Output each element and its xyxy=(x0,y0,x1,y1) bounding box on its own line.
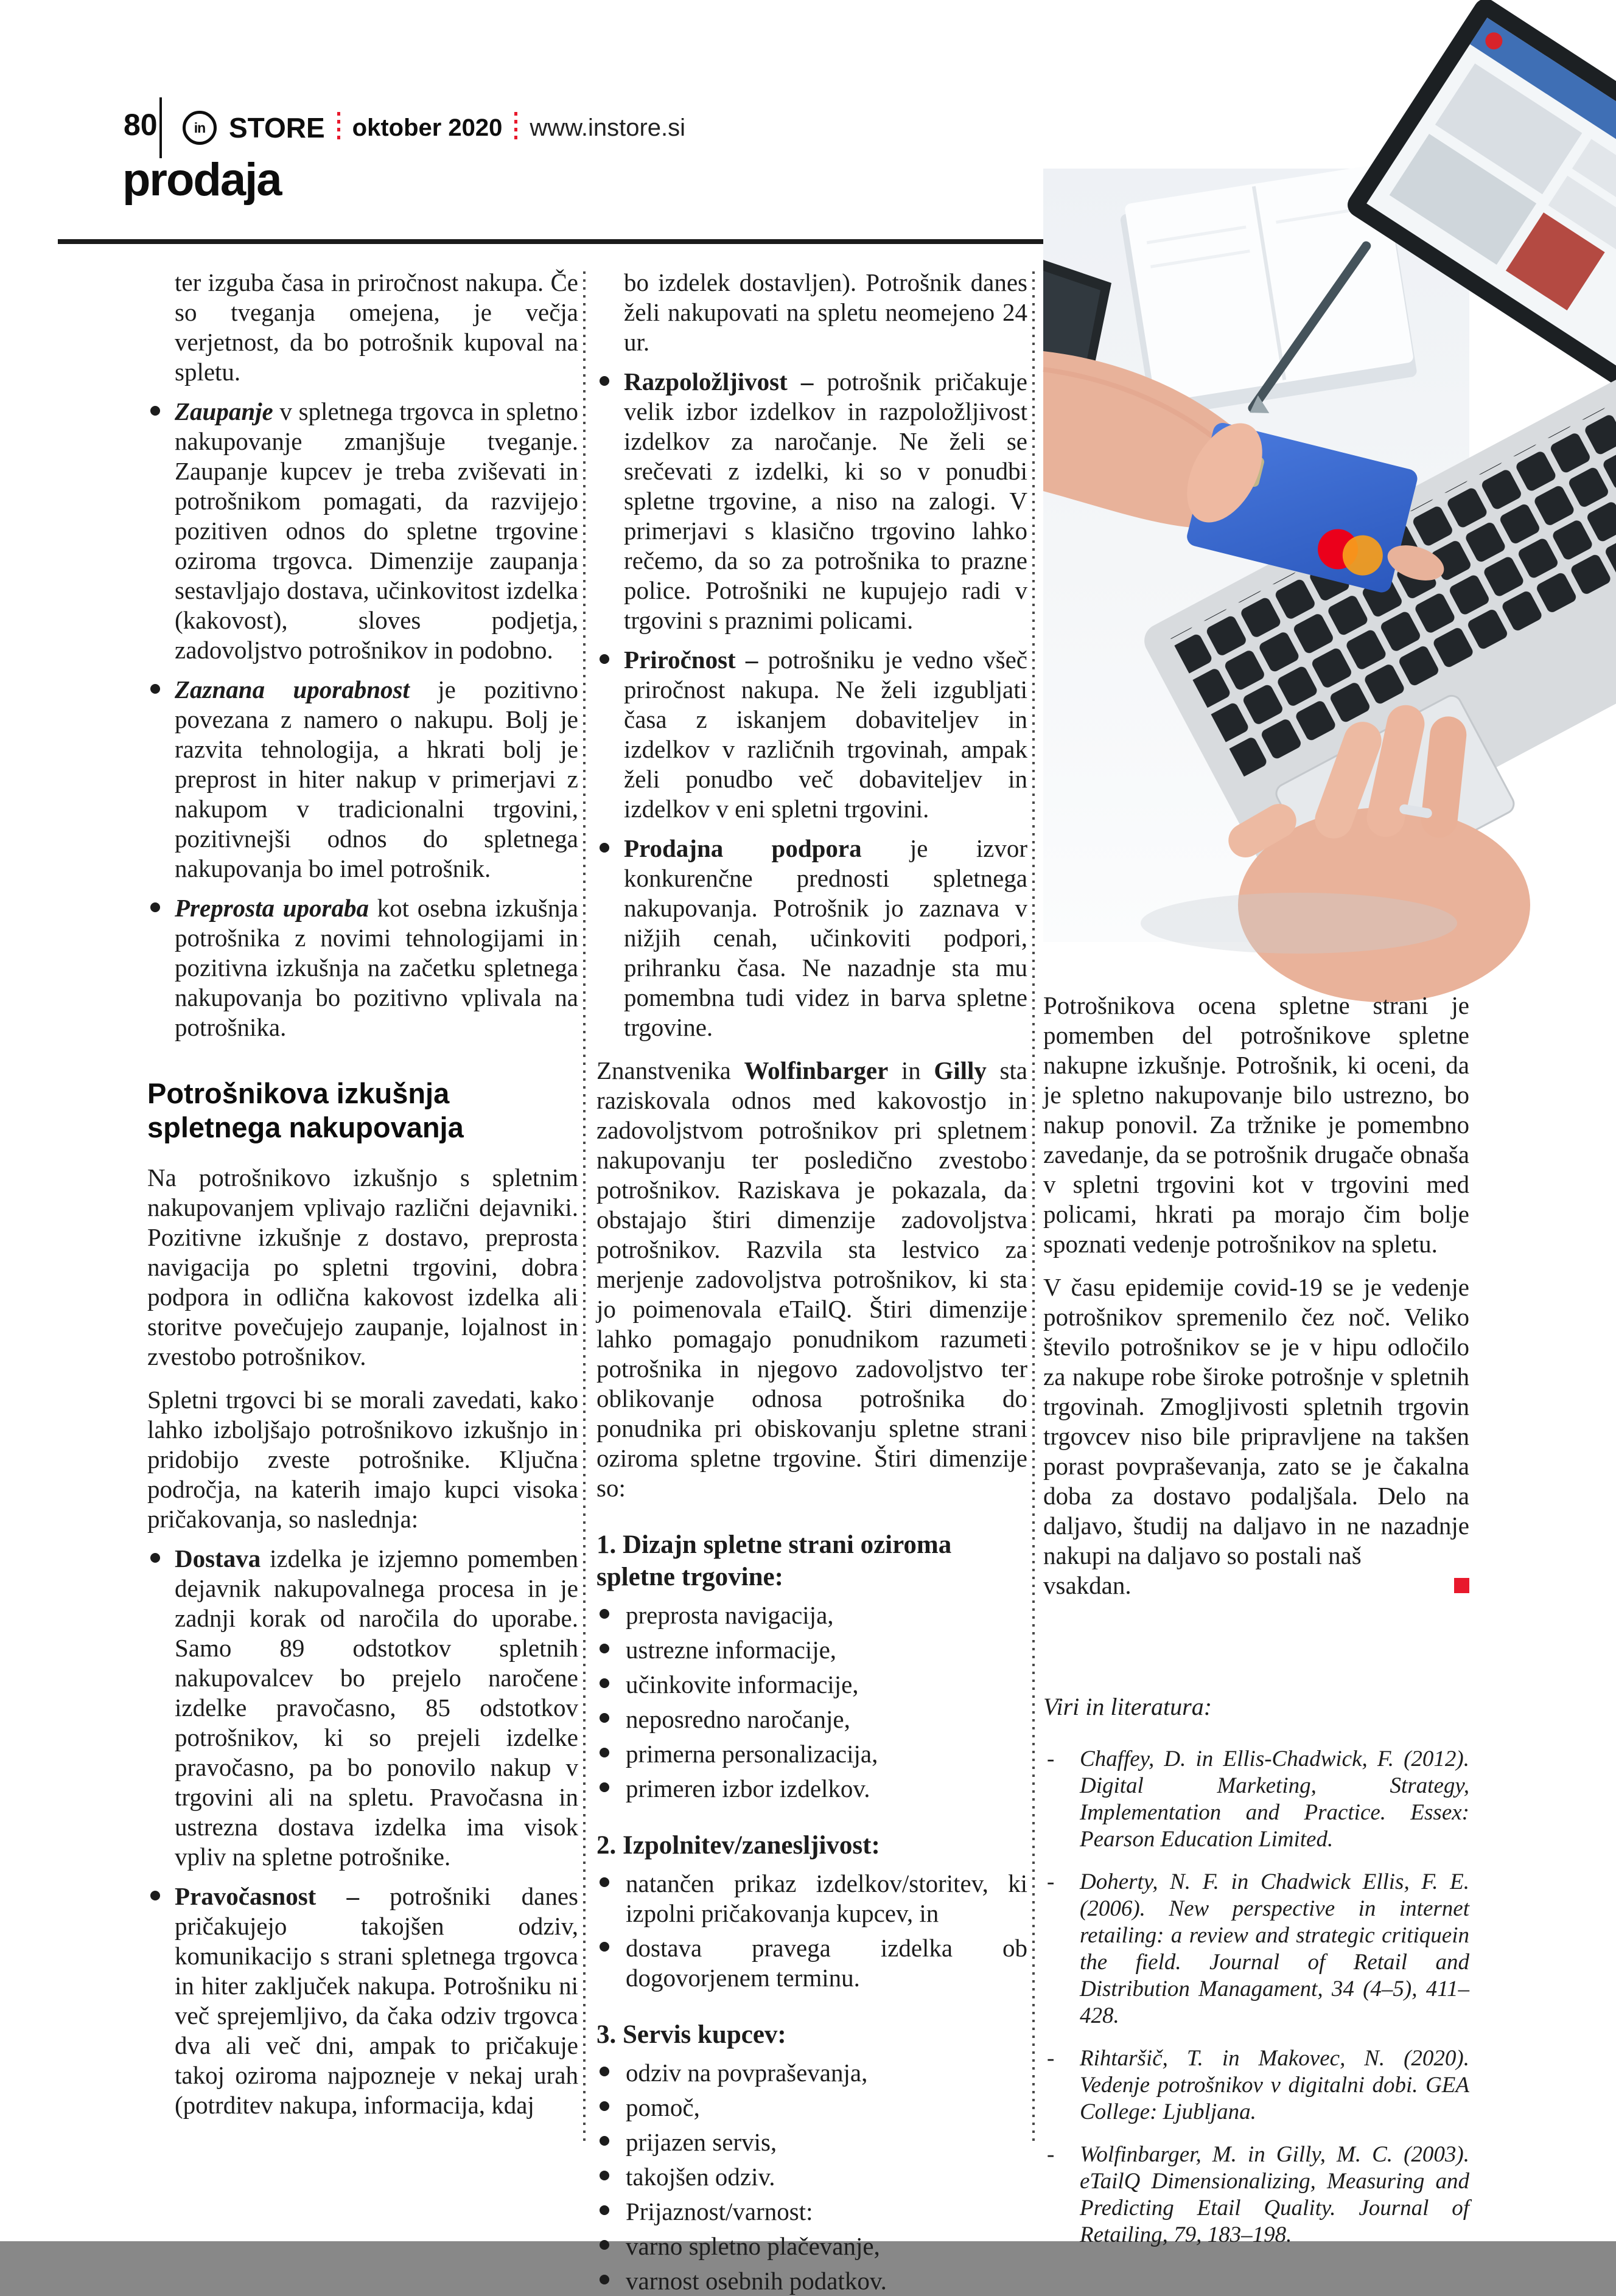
text-run: in xyxy=(888,1056,934,1084)
bullet-icon xyxy=(600,2136,609,2146)
list-item xyxy=(596,2093,1027,2123)
source-text: Doherty, N. F. in Chadwick Ellis, F. E. (2006). New perspective in internet retailing: a review and strategic critiquein the field. Journal of Retail and Distribution Managament, 34 (4–5), 411–428. xyxy=(1080,1869,1469,2028)
masthead xyxy=(183,111,685,145)
header-separator-icon xyxy=(337,112,340,144)
dimension-heading-3: 3. Servis kupcev: xyxy=(596,2020,786,2049)
text-run: sta raziskovala odnos med kakovostjo in zadovoljstvom potrošnikov pri spletnem nakupovanju ter posledično zvestobo potrošnikov. Raziskava je pokazala, da obstajajo štiri dimenzije zadovoljstva potrošnikov. Razvila sta lestvico za merjenje zadovoljstva potrošnikov, ki sta jo poimenovala eTailQ. Štiri dimenzije lahko pomagajo ponudnikom razumeti potrošnika in njegovo zadovoljstvo ter oblikovanje odnosa potrošnika do ponudnika pri obiskovanju spletne strani oziroma spletne trgovine. Štiri dimenzije so: xyxy=(596,1056,1027,1502)
list-text: Prijaznost/varnost: xyxy=(626,2197,813,2225)
term-text: izdelka je izjemno pomemben dejavnik nakupovalnega procesa in je zadnji korak od naročila do uporabe. Samo 89 odstotkov spletnih nakupovalcev bo prejelo naročene izdelke pravočasno, 85 odstotkov potrošnikov, ki so prejeli izdelke pravočasno, pa bo ponovilo nakup v trgovini ali na spletu. Pravočasna in ustrezna dostava izdelka ima visok vpliv na spletne potrošnike. xyxy=(175,1544,578,1871)
term-label: Prodajna podpora xyxy=(624,834,862,862)
list-text: takojšen odziv. xyxy=(626,2163,775,2191)
bullet-icon xyxy=(600,2275,609,2284)
paragraph-last-line xyxy=(1043,1571,1469,1600)
list-item xyxy=(596,1670,1027,1700)
researcher-name: Wolfinbarger xyxy=(744,1056,889,1084)
bullet-icon xyxy=(600,2240,609,2250)
instore-logo-icon: in xyxy=(183,111,217,145)
list-item xyxy=(596,2197,1027,2227)
list-text: odziv na povpraševanja, xyxy=(626,2059,868,2087)
paragraph: V času epidemije covid-19 se je vedenje potrošnikov spremenilo čez noč. Veliko število potrošnikov se je v hipu odločilo za nakupe robe široke potrošnje v spletnih trgovinah. Zmogljivosti spletnih trgovin trgovcev niso bile pripravljene na takšen porast povpraševanja, zato se je čakalna doba za dostavo podaljšala. Delo na daljavo, študij na daljavo in ne nazadnje nakupi na daljavo so postali naš xyxy=(1043,1273,1469,1569)
list-text: ustrezne informacije, xyxy=(626,1636,837,1664)
source-item xyxy=(1043,2045,1469,2126)
list-text: varno spletno plačevanje, xyxy=(626,2232,880,2260)
list-item xyxy=(596,1705,1027,1734)
term-text: je izvor konkurenčne prednosti spletnega nakupovanja. Potrošnik jo zaznava v nižjih cenah, učinkoviti podpori, prihranku časa. Ne nazadnje sta mu pomembna tudi videz in barva spletne trgovine. xyxy=(624,834,1027,1041)
page-number: 80 xyxy=(124,108,158,142)
list-item xyxy=(596,645,1027,824)
list-text: natančen prikaz izdelkov/storitev, ki izpolni pričakovanja kupcev, in xyxy=(626,1869,1027,1927)
dash-icon: - xyxy=(1047,1869,1055,1894)
list-text: pomoč, xyxy=(626,2093,700,2121)
term-label: Dostava xyxy=(175,1544,261,1572)
article-end-marker xyxy=(1454,1578,1469,1593)
column-separator xyxy=(1032,271,1035,2142)
list-item xyxy=(147,1882,578,2120)
dash-icon: - xyxy=(1047,2142,1055,2167)
list-item xyxy=(596,1739,1027,1769)
list-item xyxy=(596,2231,1027,2261)
bullet-icon xyxy=(600,376,609,386)
text-run: vsakdan. xyxy=(1043,1571,1132,1599)
list-text: preprosta navigacija, xyxy=(626,1601,834,1629)
list-text: prijazen servis, xyxy=(626,2128,777,2156)
source-item xyxy=(1043,1746,1469,1853)
list-text: primerna personalizacija, xyxy=(626,1740,878,1768)
bullet-icon xyxy=(600,1942,609,1952)
list-item xyxy=(596,367,1027,635)
sources-heading: Viri in literatura: xyxy=(1043,1693,1212,1720)
bullet-icon xyxy=(150,1891,160,1900)
list-item xyxy=(147,893,578,1042)
source-text: Wolfinbarger, M. in Gilly, M. C. (2003). eTailQ Dimensionalizing, Measuring and Predicting Etail Quality. Journal of Retailing, 79, 183–198. xyxy=(1080,2142,1469,2247)
list-item xyxy=(596,1869,1027,1928)
term-text: potrošnik pričakuje velik izbor izdelkov in razpoložljivost izdelkov za naročanje. Ne želi se srečevati z izdelki, ki so v ponudbi spletne trgovine, a niso na zalogi. V primerjavi s klasično trgovino lahko rečemo, da so za potrošnika to prazne police. Potrošniki ne kupujejo radi v trgovini s praznimi policami. xyxy=(624,368,1027,634)
bullet-icon xyxy=(150,406,160,416)
subheading: Potrošnikova izkušnja spletnega nakupovanja xyxy=(147,1077,464,1143)
bullet-icon xyxy=(600,2067,609,2076)
list-item xyxy=(596,2266,1027,2296)
term-label: Preprosta uporaba xyxy=(175,894,369,922)
bullet-icon xyxy=(600,1877,609,1887)
list-item xyxy=(596,1600,1027,1630)
list-text: dostava pravega izdelka ob dogovorjenem terminu. xyxy=(626,1934,1027,1992)
section-title: prodaja xyxy=(122,154,281,206)
source-text: Chaffey, D. in Ellis-Chadwick, F. (2012). Digital Marketing, Strategy, Implementation and Practice. Essex: Pearson Education Limited. xyxy=(1080,1746,1469,1852)
list-item xyxy=(596,2058,1027,2088)
bullet-icon xyxy=(600,1609,609,1619)
column-3 xyxy=(1043,169,1469,2249)
term-text: potrošniku je vedno všeč priročnost nakupa. Ne želi izgubljati časa z iskanjem dobaviteljev in izdelkov v različnih trgovinah, ampak želi ponudbo več dobaviteljev in izdelkov v eni spletni trgovini. xyxy=(624,646,1028,823)
dimension-heading-2: 2. Izpolnitev/zanesljivost: xyxy=(596,1831,880,1860)
list-text: učinkovite informacije, xyxy=(626,1670,859,1698)
dash-icon: - xyxy=(1047,1746,1055,1771)
article-photo xyxy=(1043,169,1469,942)
term-label: Zaznana uporabnost xyxy=(175,675,410,703)
bullet-icon xyxy=(600,2171,609,2180)
logo-text: STORE xyxy=(229,112,325,144)
list-text: neposredno naročanje, xyxy=(626,1705,850,1733)
column-2 xyxy=(596,268,1027,2296)
source-text: Rihtaršič, T. in Makovec, N. (2020). Vedenje potrošnikov v digitalni dobi. GEA College: Ljubljana. xyxy=(1080,2046,1469,2124)
paragraph: Spletni trgovci bi se morali zavedati, kako lahko izboljšajo potrošnikovo izkušnjo in pridobijo zveste potrošnike. Ključna področja, na katerih imajo kupci visoka pričakovanja, so naslednja: xyxy=(147,1386,578,1533)
list-item xyxy=(147,675,578,884)
header-separator-icon xyxy=(514,112,517,144)
term-text: kot osebna izkušnja potrošnika z novimi tehnologijami in pozitivna izkušnja na začetku spletnega nakupovanja bo pozitivno vplivala na potrošnika. xyxy=(175,894,578,1041)
list-item xyxy=(596,2162,1027,2192)
term-label: Zaupanje xyxy=(175,397,273,425)
term-text: je pozitivno povezana z namero o nakupu. Bolj je razvita tehnologija, a hkrati bolj je preprost in hiter nakup v primerjavi z nakupom v tradicionalni trgovini, pozitivnejši odnos do spletnega nakupovanja bo imel potrošnik. xyxy=(175,675,578,882)
bullet-icon xyxy=(600,2101,609,2111)
column-separator xyxy=(583,271,586,2142)
list-item xyxy=(596,834,1027,1042)
bullet-icon xyxy=(150,902,160,912)
header-divider xyxy=(159,97,162,158)
bullet-icon xyxy=(150,1553,160,1563)
website-url: www.instore.si xyxy=(530,114,686,141)
term-label: Pravočasnost – xyxy=(175,1882,359,1910)
shadow xyxy=(1141,893,1457,954)
bullet-icon xyxy=(600,1748,609,1757)
dimension-heading-1: 1. Dizajn spletne strani oziroma spletne trgovine: xyxy=(596,1530,952,1591)
list-item xyxy=(596,1635,1027,1665)
header-rule xyxy=(58,239,1047,244)
list-item xyxy=(596,1933,1027,1993)
bullet-icon xyxy=(600,1782,609,1792)
list-text: primeren izbor izdelkov. xyxy=(626,1774,870,1802)
bullet-icon xyxy=(150,684,160,694)
issue-date: oktober 2020 xyxy=(352,114,503,141)
list-item xyxy=(596,2127,1027,2157)
term-label: Razpoložljivost – xyxy=(624,368,814,396)
bullet-icon xyxy=(600,1644,609,1653)
list-item xyxy=(147,397,578,665)
paragraph-continuation: bo izdelek dostavljen). Potrošnik danes želi nakupovati na spletu neomejeno 24 ur. xyxy=(624,268,1027,356)
paragraph: Na potrošnikovo izkušnjo s spletnim nakupovanjem vplivajo različni dejavniki. Pozitivne izkušnje z dostavo, preprosta navigacija po spletni trgovini, dobra podpora in odlična kakovost izdelka ali storitve povečujejo zaupanje, lojalnost in zvestobo potrošnikov. xyxy=(147,1164,578,1370)
source-item xyxy=(1043,1869,1469,2029)
list-text: varnost osebnih podatkov. xyxy=(626,2267,887,2295)
column-1 xyxy=(147,268,578,2120)
dash-icon: - xyxy=(1047,2046,1055,2071)
list-item xyxy=(147,1544,578,1872)
paragraph-continuation: ter izguba časa in priročnost nakupa. Če so tveganja omejena, je večja verjetnost, da bo potrošnik kupoval na spletu. xyxy=(175,268,578,386)
bullet-icon xyxy=(600,2205,609,2215)
term-text: potrošniki danes pričakujejo takojšen odziv, komunikacijo s strani spletnega trgovca in hiter zaključek nakupa. Potrošniku ni več sprejemljivo, da čaka odziv trgovca dva ali več dni, ampak to pričakuje takoj oziroma najpozneje v nekaj urah (potrditev nakupa, informacija, kdaj xyxy=(175,1882,578,2119)
text-run: Znanstvenika xyxy=(596,1056,744,1084)
paragraph: Potrošnikova ocena spletne strani je pomemben del potrošnikove spletne nakupne izkušnje. Potrošnik, ki oceni, da je spletno nakupovanje bilo ustrezno, bo nakup ponovil. Za tržnike je pomembno zavedanje, da se potrošnik drugače obnaša v spletni trgovini kot v trgovini med policami, hkrati pa morajo čim bolje spoznati vedenje potrošnikov na spletu. xyxy=(1043,991,1469,1258)
bullet-icon xyxy=(600,1713,609,1723)
source-item xyxy=(1043,2141,1469,2249)
bullet-icon xyxy=(600,843,609,853)
bullet-icon xyxy=(600,654,609,664)
list-item xyxy=(596,1774,1027,1804)
researcher-name: Gilly xyxy=(934,1056,987,1084)
term-text: v spletnega trgovca in spletno nakupovanje zmanjšuje tveganje. Zaupanje kupcev je treba zviševati in potrošnikom pomagati, da razvijejo pozitiven odnos do spletne trgovine oziroma trgovca. Dimenzije zaupanja sestavljajo dostava, učinkovitost izdelka (kakovost), sloves podjetja, zadovoljstvo potrošnikov in podobno. xyxy=(175,397,578,664)
term-label: Priročnost – xyxy=(624,646,758,674)
paragraph xyxy=(596,1056,1027,1503)
bullet-icon xyxy=(600,1678,609,1688)
